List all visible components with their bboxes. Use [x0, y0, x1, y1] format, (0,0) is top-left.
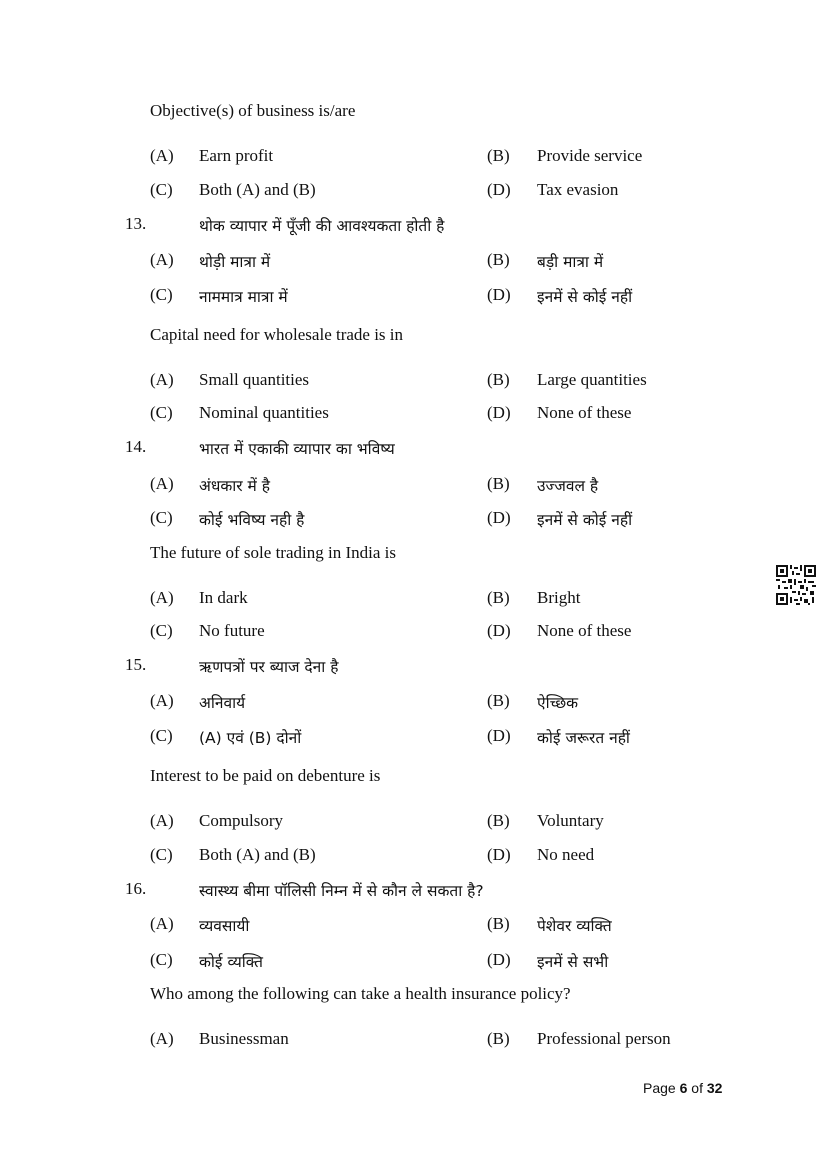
q14-en-option-c-label: (C) — [150, 621, 173, 640]
q13-en-option-c-text: Nominal quantities — [199, 403, 329, 422]
question-16-hi-text: स्वास्थ्य बीमा पॉलिसी निम्न में से कौन ले सकता है? — [199, 882, 484, 900]
q13-en-option-b-text: Large quantities — [537, 370, 647, 389]
q16-hi-option-a-text: व्यवसायी — [199, 917, 250, 935]
q13-hi-option-a-label: (A) — [150, 250, 174, 269]
q16-hi-option-b-label: (B) — [487, 914, 510, 933]
question-15-en-text: Interest to be paid on debenture is — [150, 766, 381, 785]
q15-en-option-c-label: (C) — [150, 845, 173, 864]
q15-en-option-a-label: (A) — [150, 811, 174, 830]
q13-hi-option-a-text: थोड़ी मात्रा में — [199, 253, 271, 271]
question-14-en-text: The future of sole trading in India is — [150, 543, 396, 562]
q15-hi-option-c-text: (A) एवं (B) दोनों — [199, 729, 302, 747]
q12-en-option-c-text: Both (A) and (B) — [199, 180, 316, 199]
q13-en-option-a-label: (A) — [150, 370, 174, 389]
q15-en-option-b-label: (B) — [487, 811, 510, 830]
footer-middle: of — [687, 1080, 707, 1096]
q14-hi-option-a-text: अंधकार में है — [199, 477, 270, 495]
qr-code-icon — [776, 565, 816, 605]
q12-en-option-b-label: (B) — [487, 146, 510, 165]
q14-hi-option-c-text: कोई भविष्य नही है — [199, 511, 305, 529]
q14-en-option-d-label: (D) — [487, 621, 511, 640]
question-12-en-text: Objective(s) of business is/are — [150, 101, 356, 120]
q15-en-option-b-text: Voluntary — [537, 811, 604, 830]
question-14-hi-text: भारत में एकाकी व्यापार का भविष्य — [199, 440, 395, 458]
q12-en-option-d-label: (D) — [487, 180, 511, 199]
q15-hi-option-a-label: (A) — [150, 691, 174, 710]
question-16-number: 16. — [125, 879, 147, 898]
q16-hi-option-d-text: इनमें से सभी — [537, 953, 609, 971]
q15-en-option-d-label: (D) — [487, 845, 511, 864]
q13-hi-option-c-text: नाममात्र मात्रा में — [199, 288, 288, 306]
q14-en-option-b-text: Bright — [537, 588, 581, 607]
q16-en-option-a-text: Businessman — [199, 1029, 289, 1048]
q16-hi-option-c-label: (C) — [150, 950, 173, 969]
q16-hi-option-d-label: (D) — [487, 950, 511, 969]
q13-hi-option-d-label: (D) — [487, 285, 511, 304]
q14-hi-option-d-text: इनमें से कोई नहीं — [537, 511, 633, 529]
q15-hi-option-a-text: अनिवार्य — [199, 694, 246, 712]
q15-hi-option-b-text: ऐच्छिक — [537, 694, 579, 712]
footer-prefix: Page — [643, 1080, 680, 1096]
question-14-number: 14. — [125, 437, 147, 456]
footer-page-number: 6 — [679, 1080, 688, 1096]
q13-en-option-b-label: (B) — [487, 370, 510, 389]
question-13-hi-text: थोक व्यापार में पूँजी की आवश्यकता होती है — [199, 217, 445, 235]
question-13-en-text: Capital need for wholesale trade is in — [150, 325, 404, 344]
q12-en-option-c-label: (C) — [150, 180, 173, 199]
q16-hi-option-a-label: (A) — [150, 914, 174, 933]
question-16-en-text: Who among the following can take a health insurance policy? — [150, 984, 571, 1003]
q14-hi-option-b-text: उज्जवल है — [537, 477, 599, 495]
q14-en-option-c-text: No future — [199, 621, 265, 640]
q14-en-option-a-text: In dark — [199, 588, 248, 607]
footer-total-pages: 32 — [706, 1080, 723, 1096]
q13-en-option-d-label: (D) — [487, 403, 511, 422]
q13-en-option-d-text: None of these — [537, 403, 632, 422]
q13-hi-option-c-label: (C) — [150, 285, 173, 304]
page-footer — [643, 1080, 722, 1096]
q15-hi-option-d-label: (D) — [487, 726, 511, 745]
q14-hi-option-d-label: (D) — [487, 508, 511, 527]
q15-en-option-d-text: No need — [537, 845, 595, 864]
q13-hi-option-b-text: बड़ी मात्रा में — [537, 253, 604, 271]
q15-hi-option-c-label: (C) — [150, 726, 173, 745]
q13-en-option-a-text: Small quantities — [199, 370, 310, 389]
q15-hi-option-b-label: (B) — [487, 691, 510, 710]
q12-en-option-a-text: Earn profit — [199, 146, 274, 165]
q13-hi-option-b-label: (B) — [487, 250, 510, 269]
q16-en-option-b-text: Professional person — [537, 1029, 671, 1048]
q16-en-option-b-label: (B) — [487, 1029, 510, 1048]
q13-hi-option-d-text: इनमें से कोई नहीं — [537, 288, 633, 306]
q16-hi-option-b-text: पेशेवर व्यक्ति — [537, 917, 612, 935]
q14-hi-option-a-label: (A) — [150, 474, 174, 493]
q15-en-option-a-text: Compulsory — [199, 811, 284, 830]
q14-en-option-a-label: (A) — [150, 588, 174, 607]
q14-hi-option-b-label: (B) — [487, 474, 510, 493]
q14-en-option-b-label: (B) — [487, 588, 510, 607]
q13-en-option-c-label: (C) — [150, 403, 173, 422]
question-15-number: 15. — [125, 655, 147, 674]
question-13-number: 13. — [125, 214, 147, 233]
q15-en-option-c-text: Both (A) and (B) — [199, 845, 316, 864]
q15-hi-option-d-text: कोई जरूरत नहीं — [537, 729, 630, 747]
q12-en-option-b-text: Provide service — [537, 146, 643, 165]
q16-hi-option-c-text: कोई व्यक्ति — [199, 953, 263, 971]
q14-en-option-d-text: None of these — [537, 621, 632, 640]
question-15-hi-text: ऋणपत्रों पर ब्याज देना है — [199, 658, 339, 676]
q16-en-option-a-label: (A) — [150, 1029, 174, 1048]
q14-hi-option-c-label: (C) — [150, 508, 173, 527]
q12-en-option-a-label: (A) — [150, 146, 174, 165]
q12-en-option-d-text: Tax evasion — [537, 180, 619, 199]
